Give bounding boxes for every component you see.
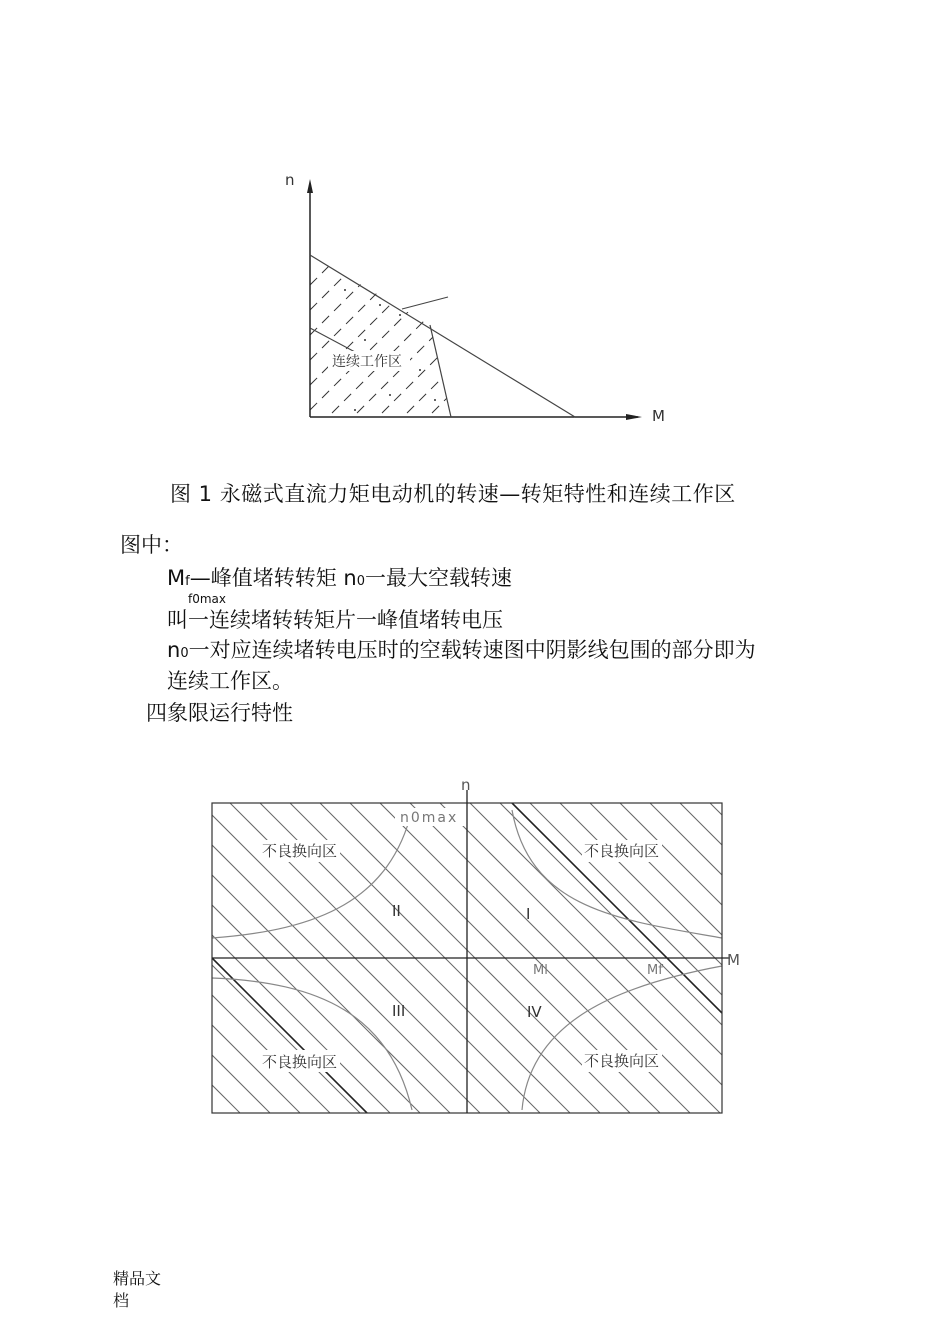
axis-n-label: n bbox=[285, 171, 295, 189]
footer-watermark: 精品文档 bbox=[113, 1269, 162, 1310]
bad-zone-q1-label: 不良换向区 bbox=[584, 842, 660, 860]
legend-m-symbol: M bbox=[167, 566, 186, 590]
legend-line-1-end: 一最大空载转速 bbox=[364, 566, 512, 590]
quadrant-iii-label: III bbox=[392, 1002, 406, 1020]
figure-1-caption: 图 1 永磁式直流力矩电动机的转速—转矩特性和连续工作区 bbox=[170, 482, 736, 506]
n0max-label: n0max bbox=[400, 810, 459, 826]
axis-m-label: M bbox=[652, 407, 665, 425]
ml-label: Ml bbox=[533, 963, 548, 978]
legend-subscript-line: f0max bbox=[188, 592, 227, 606]
bad-zone-q2-label: 不良换向区 bbox=[262, 842, 338, 860]
legend-line-3 bbox=[167, 640, 756, 661]
figure-1-speed-torque bbox=[270, 165, 680, 435]
figure-2-four-quadrant bbox=[200, 770, 750, 1120]
legend-m-subscript: f bbox=[185, 574, 190, 589]
bad-zone-q3-label: 不良换向区 bbox=[262, 1053, 338, 1071]
legend-line-3-text: 一对应连续堵转电压时的空载转速图中阴影线包围的部分即为 bbox=[188, 638, 756, 662]
legend-n0-subscript: 0 bbox=[180, 646, 189, 661]
mf-label: Mf bbox=[647, 963, 663, 978]
legend-line-1-text: —峰值堵转转矩 n bbox=[189, 566, 357, 590]
region-label: 连续工作区 bbox=[332, 354, 402, 370]
legend-heading: 图中： bbox=[120, 533, 183, 557]
legend-line-2: 叫一连续堵转转矩片一峰值堵转电压 bbox=[167, 608, 503, 632]
legend-line-1 bbox=[167, 568, 512, 589]
section-title: 四象限运行特性 bbox=[146, 701, 293, 725]
axis-n-label: n bbox=[461, 776, 471, 794]
legend-n-subscript: 0 bbox=[356, 574, 365, 589]
axis-m-label: M bbox=[727, 951, 740, 969]
legend-line-4: 连续工作区。 bbox=[167, 669, 293, 693]
quadrant-ii-label: II bbox=[392, 902, 401, 920]
quadrant-i-label: I bbox=[526, 905, 531, 923]
legend-n0-symbol: n bbox=[167, 638, 181, 662]
bad-zone-q4-label: 不良换向区 bbox=[584, 1052, 660, 1070]
quadrant-iv-label: IV bbox=[527, 1003, 542, 1021]
